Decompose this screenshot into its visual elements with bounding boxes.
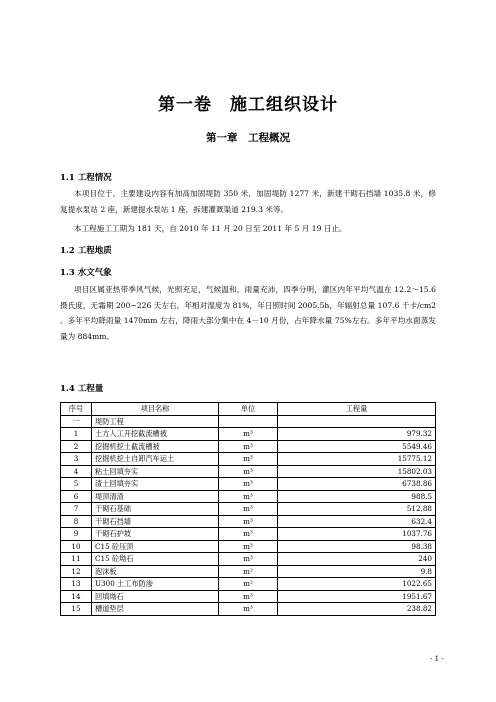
table-row <box>61 515 436 528</box>
table-cell: 13 <box>61 578 92 591</box>
section-heading-1-1: 1.1 工程情况 <box>60 173 112 183</box>
table-cell: U300 土工布防渗 <box>92 578 219 591</box>
table-cell: 1 <box>61 428 92 441</box>
volume-title: 第一卷 施工组织设计 <box>158 95 338 115</box>
table-cell: 4 <box>61 465 92 478</box>
table-cell: 1037.76 <box>278 528 436 541</box>
table-cell: 干砌石基础 <box>92 503 219 516</box>
table-cell: 14 <box>61 590 92 603</box>
table-row <box>61 453 436 466</box>
section-heading-1-3: 1.3 水文气象 <box>60 268 112 278</box>
section-heading-1-4: 1.4 工程量 <box>60 384 104 394</box>
table-cell: 15775.12 <box>278 453 436 466</box>
table-row <box>61 578 436 591</box>
table-cell: 土方人工开挖截流槽被 <box>92 428 219 441</box>
table-cell: 10 <box>61 540 92 553</box>
table-cell: 15 <box>61 603 92 616</box>
table-cell <box>219 415 278 428</box>
table-row <box>61 478 436 491</box>
table-cell: 7 <box>61 503 92 516</box>
table-row <box>61 528 436 541</box>
table-cell: 堤顶清渣 <box>92 490 219 503</box>
table-cell: 堤防工程 <box>92 415 219 428</box>
table-cell: 8 <box>61 515 92 528</box>
table-cell: 632.4 <box>278 515 436 528</box>
section-heading-1-2: 1.2 工程地质 <box>60 246 112 256</box>
table-cell: m³ <box>219 590 278 603</box>
table-cell: 238.82 <box>278 603 436 616</box>
table-row <box>61 465 436 478</box>
table-row <box>61 428 436 441</box>
table-cell: 1951.67 <box>278 590 436 603</box>
table-cell: C15 砼压顶 <box>92 540 219 553</box>
table-cell: 240 <box>278 553 436 566</box>
table-cell: 9 <box>61 528 92 541</box>
table-cell: m³ <box>219 553 278 566</box>
table-row <box>61 415 436 428</box>
table-cell: m² <box>219 565 278 578</box>
table-cell: 979.32 <box>278 428 436 441</box>
table-cell: 2 <box>61 440 92 453</box>
table-cell: 5 <box>61 478 92 491</box>
table-cell: 15802.03 <box>278 465 436 478</box>
table-cell: 9.8 <box>278 565 436 578</box>
table-body <box>61 415 436 615</box>
section-1-1-paragraph-2: 本工程施工工期为 181 天，自 2010 年 11 月 20 日至 2011 年 5 月 19 日止。 <box>74 224 347 233</box>
table-cell: 挖掘机挖土自卸汽车运土 <box>92 453 219 466</box>
table-cell: m³ <box>219 478 278 491</box>
table-cell: m³ <box>219 453 278 466</box>
table-cell: 6 <box>61 490 92 503</box>
table-cell: m³ <box>219 528 278 541</box>
header-cell: 单位 <box>219 403 278 416</box>
table-cell: 512.88 <box>278 503 436 516</box>
table-row <box>61 440 436 453</box>
table-cell: 6738.86 <box>278 478 436 491</box>
section-1-3-paragraph: 项目区属亚热带季风气候，光照充足，气候温和，雨量充沛，四季分明，灌区内年平均气温在 12.2～15.6 摄氏度，无霜期 200~226 天左右，年相对湿度为 81%，年日照时间 2005.5h，年辐射总量 107.6 千卡/cm2 。多年平均降雨量 1470mm 左右，降雨大部分集中在 4－10 月份，占年降水量 75%左右。多年平均水面蒸发量为 884mm。 <box>60 285 436 341</box>
table-cell: 12 <box>61 565 92 578</box>
table-row <box>61 553 436 566</box>
table-row <box>61 540 436 553</box>
table-row <box>61 590 436 603</box>
table-cell: 泡沫板 <box>92 565 219 578</box>
table-cell: m³ <box>219 490 278 503</box>
table-cell: 1022.65 <box>278 578 436 591</box>
table-cell: C15 砼坳石 <box>92 553 219 566</box>
table-cell: m³ <box>219 428 278 441</box>
table-cell: 98.38 <box>278 540 436 553</box>
chapter-title: 第一章 工程概况 <box>206 132 290 144</box>
table-cell: 干砌石护坡 <box>92 528 219 541</box>
table-cell <box>278 415 436 428</box>
header-cell: 序号 <box>61 403 92 416</box>
table-cell: 一 <box>61 415 92 428</box>
table-row <box>61 565 436 578</box>
header-cell: 工程量 <box>278 403 436 416</box>
table-cell: 回填坳石 <box>92 590 219 603</box>
table-row <box>61 503 436 516</box>
table-row <box>61 603 436 616</box>
table-header-row <box>61 403 436 416</box>
table-row <box>61 490 436 503</box>
table-cell: 干砌石挡墙 <box>92 515 219 528</box>
table-cell: 3 <box>61 453 92 466</box>
table-cell: 挖掘机挖土截流槽被 <box>92 440 219 453</box>
page-number: - 1 - <box>430 655 444 663</box>
table-cell: 11 <box>61 553 92 566</box>
table-cell: 5549.46 <box>278 440 436 453</box>
table-cell: 粘土回填夯实 <box>92 465 219 478</box>
table-cell: 槽道垫层 <box>92 603 219 616</box>
table-cell: m³ <box>219 515 278 528</box>
table-cell: m³ <box>219 503 278 516</box>
table-cell: 988.5 <box>278 490 436 503</box>
table-cell: 渣土回填夯实 <box>92 478 219 491</box>
table-cell: m³ <box>219 540 278 553</box>
section-1-1-paragraph-1: 本项目位于，主要建设内容有加高加固堤防 350 米，加固堤防 1277 米，新建干砌石挡墙 1035.8 米，修复提水泵站 2 座，新建提水泵站 1 座，拆建灌溉渠道 219.3 米等。 <box>60 189 436 214</box>
header-cell: 项目名称 <box>92 403 219 416</box>
table-cell: m² <box>219 578 278 591</box>
quantity-table <box>60 402 436 616</box>
table-cell: m³ <box>219 603 278 616</box>
table-cell: m³ <box>219 465 278 478</box>
table-cell: m³ <box>219 440 278 453</box>
